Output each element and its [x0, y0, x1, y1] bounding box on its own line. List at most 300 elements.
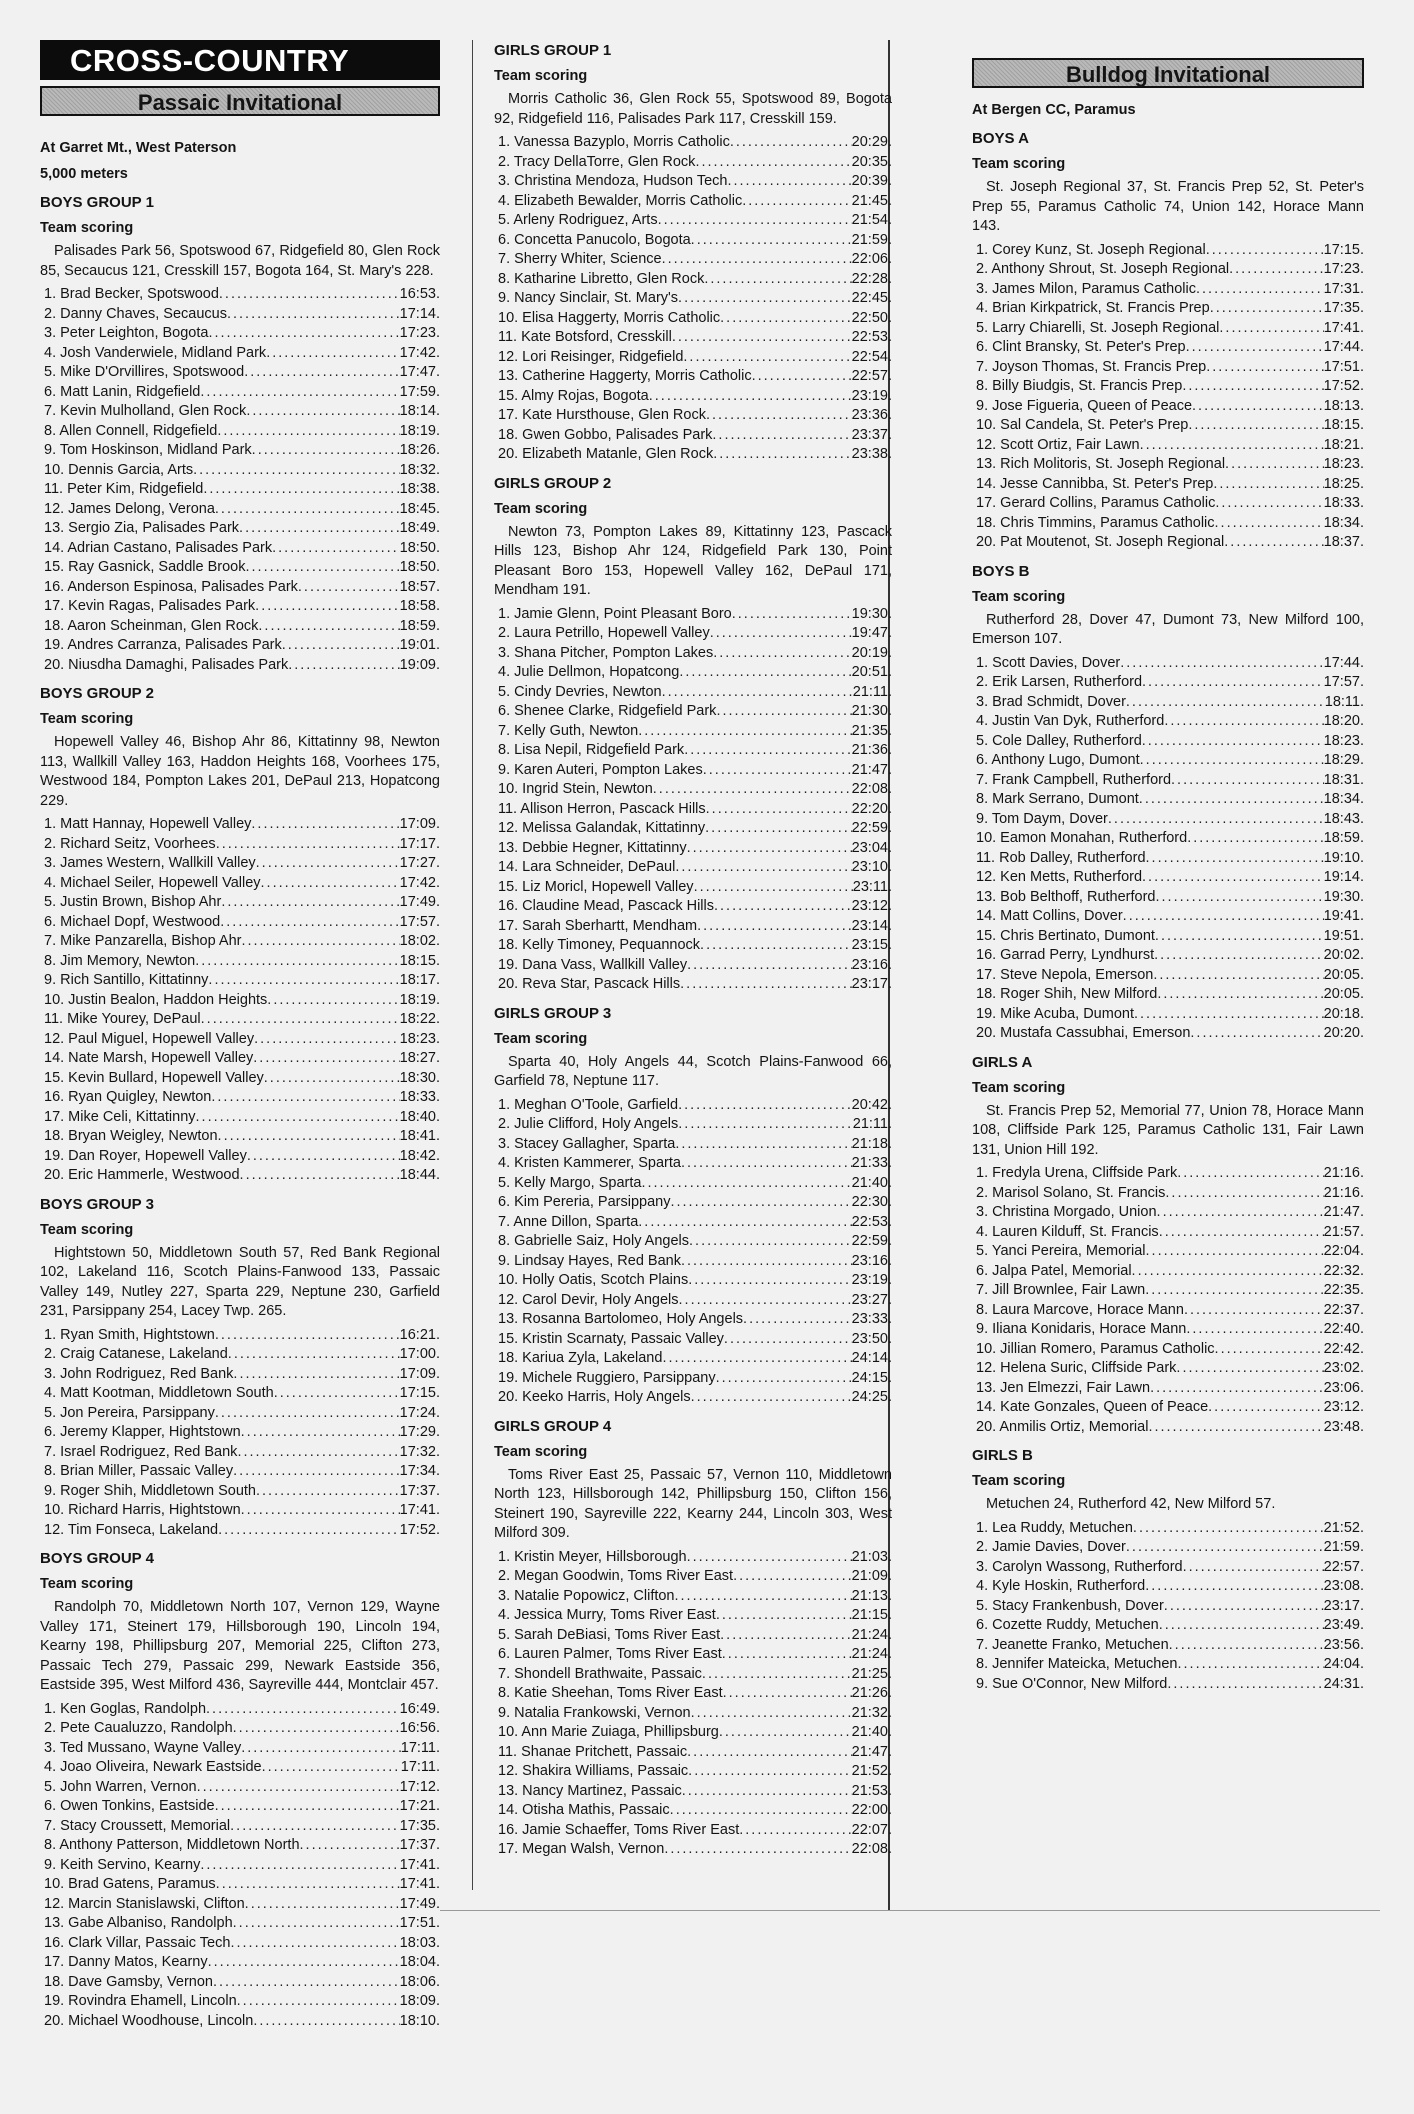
leader-dots	[702, 1665, 852, 1685]
result-row	[494, 1645, 892, 1665]
finish-time: 22:50.	[851, 309, 892, 326]
leader-dots	[208, 324, 399, 344]
finish-time: 17:09.	[399, 816, 440, 832]
finish-time: 21:32.	[851, 1704, 892, 1721]
finish-time: 21:47.	[851, 1743, 892, 1760]
leader-dots	[662, 250, 852, 270]
leader-dots	[247, 1147, 400, 1167]
result-row	[40, 617, 440, 637]
finish-time: 18:25.	[1323, 475, 1364, 492]
runner-name: 2. Laura Petrillo, Hopewell Valley	[498, 625, 710, 641]
result-row	[494, 702, 892, 722]
leader-dots	[1156, 888, 1324, 908]
result-row	[40, 402, 440, 422]
leader-dots	[255, 597, 400, 617]
finish-time: 17:35.	[1323, 300, 1364, 316]
runner-name: 3. Ted Mussano, Wayne Valley	[44, 1739, 242, 1756]
finish-time: 18:33.	[399, 1089, 440, 1105]
runner-name: 16. Anderson Espinosa, Palisades Park	[44, 578, 298, 595]
runner-name: 17. Kate Hursthouse, Glen Rock	[498, 407, 706, 423]
leader-dots	[230, 1934, 399, 1954]
finish-time: 16:56.	[399, 1720, 440, 1736]
result-row	[494, 624, 892, 644]
finish-time: 23:17.	[1323, 1597, 1364, 1614]
results-list	[972, 1164, 1364, 1437]
finish-time: 17:29.	[399, 1424, 440, 1440]
leader-dots	[687, 1743, 852, 1763]
leader-dots	[241, 1501, 400, 1521]
result-row	[40, 1345, 440, 1365]
finish-time: 17:57.	[1323, 674, 1364, 690]
leader-dots	[675, 858, 851, 878]
result-row	[494, 780, 892, 800]
finish-time: 24:31.	[1323, 1675, 1364, 1692]
finish-time: 23:16.	[851, 1252, 892, 1269]
meet-banner-passaic: Passaic Invitational	[40, 86, 440, 116]
runner-name: 9. Nancy Sinclair, St. Mary's	[498, 290, 679, 306]
leader-dots	[662, 1349, 851, 1369]
result-row	[40, 1739, 440, 1759]
leader-dots	[274, 1384, 400, 1404]
leader-dots	[233, 1914, 400, 1934]
result-row	[40, 1895, 440, 1915]
result-row	[40, 1856, 440, 1876]
leader-dots	[200, 1856, 399, 1876]
result-row	[972, 1597, 1364, 1617]
finish-time: 18:49.	[399, 520, 440, 536]
runner-name: 4. Kyle Hoskin, Rutherford	[976, 1578, 1146, 1594]
runner-name: 5. Justin Brown, Bishop Ahr	[44, 894, 222, 910]
leader-dots	[691, 1388, 852, 1408]
leader-dots	[253, 1049, 399, 1069]
finish-time: 17:42.	[399, 344, 440, 361]
result-row	[40, 1384, 440, 1404]
runner-name: 4. Josh Vanderwiele, Midland Park	[44, 344, 267, 361]
leader-dots	[258, 617, 399, 637]
runner-name: 3. Carolyn Wassong, Rutherford	[976, 1558, 1183, 1575]
results-list	[40, 815, 440, 1186]
runner-name: 7. Joyson Thomas, St. Francis Prep	[976, 358, 1207, 375]
runner-name: 6. Jalpa Patel, Memorial	[976, 1262, 1132, 1279]
leader-dots	[1187, 829, 1323, 849]
result-row	[494, 1271, 892, 1291]
result-row	[40, 1758, 440, 1778]
leader-dots	[241, 932, 399, 952]
finish-time: 17:51.	[1323, 358, 1364, 375]
finish-time: 20:51.	[851, 664, 892, 680]
finish-time: 17:37.	[399, 1837, 440, 1853]
runner-name: 18. Roger Shih, New Milford	[976, 986, 1158, 1002]
results-list	[494, 1548, 892, 1860]
result-row	[494, 897, 892, 917]
runner-name: 6. Shenee Clarke, Ridgefield Park	[498, 703, 717, 719]
runner-name: 12. Lori Reisinger, Ridgefield	[498, 348, 684, 365]
runner-name: 9. Keith Servino, Kearny	[44, 1856, 201, 1873]
finish-time: 18:59.	[1323, 830, 1364, 846]
finish-time: 21:16.	[1323, 1165, 1364, 1181]
runner-name: 20. Eric Hammerle, Westwood	[44, 1167, 240, 1183]
leader-dots	[1126, 693, 1325, 713]
finish-time: 21:11.	[852, 1116, 892, 1132]
leader-dots	[691, 1704, 852, 1724]
runner-name: 5. Cole Dalley, Rutherford	[976, 732, 1142, 749]
runner-name: 5. Sarah DeBiasi, Toms River East	[498, 1626, 721, 1643]
runner-name: 16. Ryan Quigley, Newton	[44, 1089, 212, 1105]
result-row	[972, 888, 1364, 908]
finish-time: 19:30.	[851, 605, 892, 622]
leader-dots	[678, 1115, 852, 1135]
result-row	[972, 280, 1364, 300]
result-row	[972, 1675, 1364, 1695]
result-row	[972, 358, 1364, 378]
runner-name: 8. Lisa Nepil, Ridgefield Park	[498, 742, 685, 758]
column-rule	[472, 40, 473, 1890]
runner-name: 10. Elisa Haggerty, Morris Catholic	[498, 309, 721, 326]
leader-dots	[1146, 849, 1324, 869]
leader-dots	[1164, 712, 1323, 732]
result-row	[494, 1330, 892, 1350]
result-row	[972, 1558, 1364, 1578]
runner-name: 6. Lauren Palmer, Toms River East	[498, 1646, 722, 1662]
finish-time: 20:39.	[851, 173, 892, 189]
result-row	[494, 761, 892, 781]
result-row	[494, 309, 892, 329]
leader-dots	[1183, 1558, 1324, 1578]
runner-name: 12. Scott Ortiz, Fair Lawn	[976, 436, 1140, 453]
result-row	[40, 991, 440, 1011]
result-row	[972, 1301, 1364, 1321]
runner-name: 1. Kristin Meyer, Hillsborough	[498, 1548, 687, 1565]
runner-name: 16. Claudine Mead, Pascack Hills	[498, 898, 714, 914]
group-heading: BOYS GROUP 3	[40, 1195, 154, 1213]
finish-time: 21:11.	[852, 683, 892, 700]
results-list-column1	[40, 192, 440, 2031]
leader-dots	[713, 445, 851, 465]
leader-dots	[221, 893, 399, 913]
runner-name: 3. John Rodriguez, Red Bank	[44, 1365, 234, 1382]
runner-name: 6. Matt Lanin, Ridgefield	[44, 383, 201, 400]
finish-time: 21:18.	[851, 1135, 892, 1152]
runner-name: 4. Matt Kootman, Middletown South	[44, 1385, 274, 1401]
runner-name: 2. Jamie Davies, Dover	[976, 1539, 1126, 1555]
runner-name: 14. Lara Schneider, DePaul	[498, 859, 676, 875]
runner-name: 7. Kevin Mulholland, Glen Rock	[44, 403, 247, 419]
runner-name: 8. Allen Connell, Ridgefield	[44, 422, 218, 439]
leader-dots	[688, 1271, 851, 1291]
runner-name: 14. Matt Collins, Dover	[976, 908, 1123, 924]
finish-time: 18:02.	[399, 933, 440, 949]
finish-time: 18:15.	[1323, 417, 1364, 433]
result-row	[40, 1521, 440, 1541]
team-scoring-label: Team scoring	[494, 1030, 588, 1047]
runner-name: 14. Adrian Castano, Palisades Park	[44, 539, 273, 556]
finish-time: 23:12.	[851, 898, 892, 914]
leader-dots	[208, 1953, 400, 1973]
finish-time: 18:26.	[399, 442, 440, 458]
runner-name: 12. Carol Devir, Holy Angels	[498, 1291, 679, 1308]
result-row	[494, 426, 892, 446]
leader-dots	[752, 367, 852, 387]
meet-distance: 5,000 meters	[40, 166, 128, 182]
leader-dots	[1224, 533, 1323, 553]
result-row	[40, 597, 440, 617]
result-row	[972, 1538, 1364, 1558]
runner-name: 11. Mike Yourey, DePaul	[44, 1011, 201, 1027]
runner-name: 9. Karen Auteri, Pompton Lakes	[498, 761, 703, 778]
runner-name: 9. Natalia Frankowski, Vernon	[498, 1704, 691, 1721]
runner-name: 13. Nancy Martinez, Passaic	[498, 1782, 682, 1799]
result-row	[40, 519, 440, 539]
finish-time: 21:16.	[1323, 1184, 1364, 1201]
result-row	[494, 1587, 892, 1607]
finish-time: 22:06.	[851, 251, 892, 267]
leader-dots	[1134, 1005, 1324, 1025]
finish-time: 17:41.	[1323, 319, 1364, 336]
finish-time: 18:21.	[1323, 436, 1364, 453]
runner-name: 1. Vanessa Bazyplo, Morris Catholic	[498, 134, 730, 150]
result-row	[972, 1577, 1364, 1597]
runner-name: 2. Craig Catanese, Lakeland	[44, 1346, 228, 1362]
runner-name: 1. Matt Hannay, Hopewell Valley	[44, 816, 252, 832]
finish-time: 21:24.	[851, 1646, 892, 1662]
leader-dots	[1108, 810, 1324, 830]
leader-dots	[211, 1088, 399, 1108]
leader-dots	[230, 1817, 400, 1837]
leader-dots	[716, 1606, 852, 1626]
finish-time: 23:04.	[851, 839, 892, 856]
leader-dots	[253, 2012, 399, 2032]
team-scoring-text: Sparta 40, Holy Angels 44, Scotch Plains-Fanwood 66, Garfield 78, Neptune 117.	[494, 1053, 892, 1089]
finish-time: 18:03.	[399, 1934, 440, 1951]
leader-dots	[1139, 790, 1324, 810]
finish-time: 20:29.	[851, 134, 892, 150]
finish-time: 20:02.	[1323, 947, 1364, 963]
leader-dots	[1208, 1398, 1324, 1418]
team-scoring-label: Team scoring	[494, 1443, 588, 1460]
leader-dots	[203, 480, 399, 500]
runner-name: 10. Eamon Monahan, Rutherford	[976, 830, 1188, 846]
result-row	[494, 819, 892, 839]
leader-dots	[1145, 1577, 1323, 1597]
finish-time: 17:52.	[1323, 378, 1364, 394]
leader-dots	[288, 656, 399, 676]
result-row	[494, 348, 892, 368]
finish-time: 17:17.	[399, 835, 440, 852]
leader-dots	[227, 305, 400, 325]
result-row	[972, 1242, 1364, 1262]
finish-time: 21:47.	[851, 761, 892, 778]
finish-time: 18:45.	[399, 500, 440, 517]
finish-time: 21:26.	[851, 1685, 892, 1701]
result-row	[494, 211, 892, 231]
team-scoring-text: Metuchen 24, Rutherford 42, New Milford 57.	[986, 1496, 1276, 1512]
finish-time: 20:35.	[851, 153, 892, 170]
finish-time: 23:19.	[851, 1272, 892, 1288]
group-heading: BOYS B	[972, 562, 1030, 580]
result-row	[494, 1349, 892, 1369]
leader-dots	[1215, 494, 1323, 514]
runner-name: 19. Rovindra Ehamell, Lincoln	[44, 1993, 237, 2009]
leader-dots	[215, 1404, 400, 1424]
runner-name: 16. Garrad Perry, Lyndhurst	[976, 947, 1155, 963]
leader-dots	[1206, 358, 1323, 378]
results-list	[494, 1096, 892, 1408]
leader-dots	[641, 1174, 851, 1194]
finish-time: 23:12.	[1323, 1399, 1364, 1415]
runner-name: 12. Paul Miguel, Hopewell Valley	[44, 1030, 255, 1047]
finish-time: 16:21.	[399, 1326, 440, 1343]
result-row	[494, 1193, 892, 1213]
group-heading: GIRLS GROUP 1	[494, 42, 612, 59]
leader-dots	[681, 1252, 852, 1272]
leader-dots	[282, 636, 400, 656]
finish-time: 17:11.	[400, 1759, 440, 1775]
result-row	[494, 1232, 892, 1252]
runner-name: 7. Anne Dillon, Sparta	[498, 1213, 639, 1230]
leader-dots	[193, 461, 400, 481]
finish-time: 23:38.	[851, 446, 892, 462]
finish-time: 20:05.	[1323, 986, 1364, 1002]
runner-name: 10. Brad Gatens, Paramus	[44, 1876, 216, 1892]
leader-dots	[713, 644, 851, 664]
team-scoring-label: Team scoring	[972, 588, 1066, 605]
result-row	[494, 153, 892, 173]
result-row	[972, 416, 1364, 436]
finish-time: 18:43.	[1323, 810, 1364, 827]
runner-name: 5. Mike D'Orvillires, Spotswood	[44, 364, 245, 380]
result-row	[972, 455, 1364, 475]
finish-time: 21:09.	[851, 1568, 892, 1584]
runner-name: 4. Julie Dellmon, Hopatcong	[498, 664, 680, 680]
result-row	[494, 1096, 892, 1116]
finish-time: 18:34.	[1323, 791, 1364, 807]
finish-time: 18:06.	[399, 1973, 440, 1990]
finish-time: 21:59.	[1323, 1539, 1364, 1555]
finish-time: 17:44.	[1323, 339, 1364, 355]
runner-name: 16. Jamie Schaeffer, Toms River East	[498, 1821, 740, 1838]
result-row	[972, 849, 1364, 869]
runner-name: 8. Billy Biudgis, St. Francis Prep	[976, 378, 1183, 394]
result-row	[972, 1519, 1364, 1539]
finish-time: 22:53.	[851, 1213, 892, 1230]
leader-dots	[678, 289, 852, 309]
leader-dots	[716, 702, 851, 722]
leader-dots	[703, 761, 852, 781]
finish-time: 23:08.	[1323, 1578, 1364, 1594]
result-row	[972, 868, 1364, 888]
finish-time: 22:20.	[851, 800, 892, 817]
finish-time: 18:17.	[399, 972, 440, 988]
leader-dots	[251, 815, 399, 835]
runner-name: 5. Larry Chiarelli, St. Joseph Regional	[976, 319, 1220, 336]
runner-name: 18. Aaron Scheinman, Glen Rock	[44, 617, 259, 634]
runner-name: 19. Dan Royer, Hopewell Valley	[44, 1147, 247, 1164]
result-row	[40, 1326, 440, 1346]
runner-name: 12. Ken Metts, Rutherford	[976, 869, 1143, 885]
finish-time: 18:04.	[399, 1954, 440, 1970]
result-row	[972, 927, 1364, 947]
result-row	[972, 829, 1364, 849]
result-row	[40, 461, 440, 481]
runner-name: 7. Sherry Whiter, Science	[498, 251, 662, 267]
runner-name: 3. Shana Pitcher, Pompton Lakes	[498, 644, 714, 661]
finish-time: 20:19.	[851, 644, 892, 661]
runner-name: 19. Andres Carranza, Palisades Park	[44, 637, 282, 653]
team-scoring-label: Team scoring	[972, 1473, 1066, 1489]
finish-time: 22:00.	[851, 1802, 892, 1818]
runner-name: 11. Rob Dalley, Rutherford	[976, 849, 1146, 866]
runner-name: 5. Yanci Pereira, Memorial	[976, 1243, 1146, 1259]
leader-dots	[1177, 1164, 1323, 1184]
runner-name: 14. Nate Marsh, Hopewell Valley	[44, 1050, 254, 1066]
leader-dots	[233, 1462, 400, 1482]
leader-dots	[215, 1797, 400, 1817]
runner-name: 1. Fredyla Urena, Cliffside Park	[976, 1165, 1178, 1181]
finish-time: 18:42.	[399, 1147, 440, 1164]
runner-name: 19. Michele Ruggiero, Parsippany	[498, 1369, 716, 1386]
leader-dots	[716, 1369, 852, 1389]
result-row	[494, 1567, 892, 1587]
leader-dots	[1215, 514, 1324, 534]
runner-name: 10. Justin Bealon, Haddon Heights	[44, 991, 268, 1008]
result-row	[40, 1069, 440, 1089]
result-row	[972, 299, 1364, 319]
leader-dots	[1210, 299, 1324, 319]
finish-time: 21:15.	[851, 1607, 892, 1623]
finish-time: 23:17.	[851, 976, 892, 992]
leader-dots	[743, 1310, 852, 1330]
runner-name: 15. Kristin Scarnaty, Passaic Valley	[498, 1330, 724, 1347]
finish-time: 24:04.	[1323, 1656, 1364, 1672]
runner-name: 7. Frank Campbell, Rutherford	[976, 771, 1172, 788]
finish-time: 19:10.	[1323, 849, 1364, 866]
leader-dots	[678, 1096, 852, 1116]
finish-time: 22:28.	[851, 270, 892, 287]
leader-dots	[1153, 966, 1323, 986]
result-row	[972, 1005, 1364, 1025]
leader-dots	[1148, 1418, 1323, 1438]
results-list	[40, 1326, 440, 1541]
column-boys-passaic	[40, 40, 440, 2031]
finish-time: 24:25.	[851, 1389, 892, 1405]
result-row	[494, 367, 892, 387]
leader-dots	[662, 683, 853, 703]
result-row	[972, 1281, 1364, 1301]
result-row	[40, 383, 440, 403]
result-row	[40, 971, 440, 991]
result-row	[494, 1626, 892, 1646]
result-row	[972, 771, 1364, 791]
result-row	[972, 1655, 1364, 1675]
leader-dots	[1126, 1538, 1324, 1558]
runner-name: 5. Kelly Margo, Sparta	[498, 1174, 642, 1191]
runner-name: 6. Michael Dopf, Westwood	[44, 913, 221, 930]
result-row	[972, 436, 1364, 456]
runner-name: 11. Allison Herron, Pascack Hills	[498, 800, 706, 817]
runner-name: 3. James Western, Wallkill Valley	[44, 855, 256, 871]
leader-dots	[670, 1193, 851, 1213]
runner-name: 6. Jeremy Klapper, Hightstown	[44, 1424, 241, 1440]
runner-name: 4. Justin Van Dyk, Rutherford	[976, 713, 1165, 729]
leader-dots	[1190, 1024, 1323, 1044]
leader-dots	[196, 1108, 400, 1128]
finish-time: 22:57.	[851, 368, 892, 384]
result-row	[494, 1213, 892, 1233]
leader-dots	[697, 917, 852, 937]
meet-banner-bulldog: Bulldog Invitational	[972, 58, 1364, 88]
result-row	[494, 1801, 892, 1821]
leader-dots	[722, 1645, 852, 1665]
